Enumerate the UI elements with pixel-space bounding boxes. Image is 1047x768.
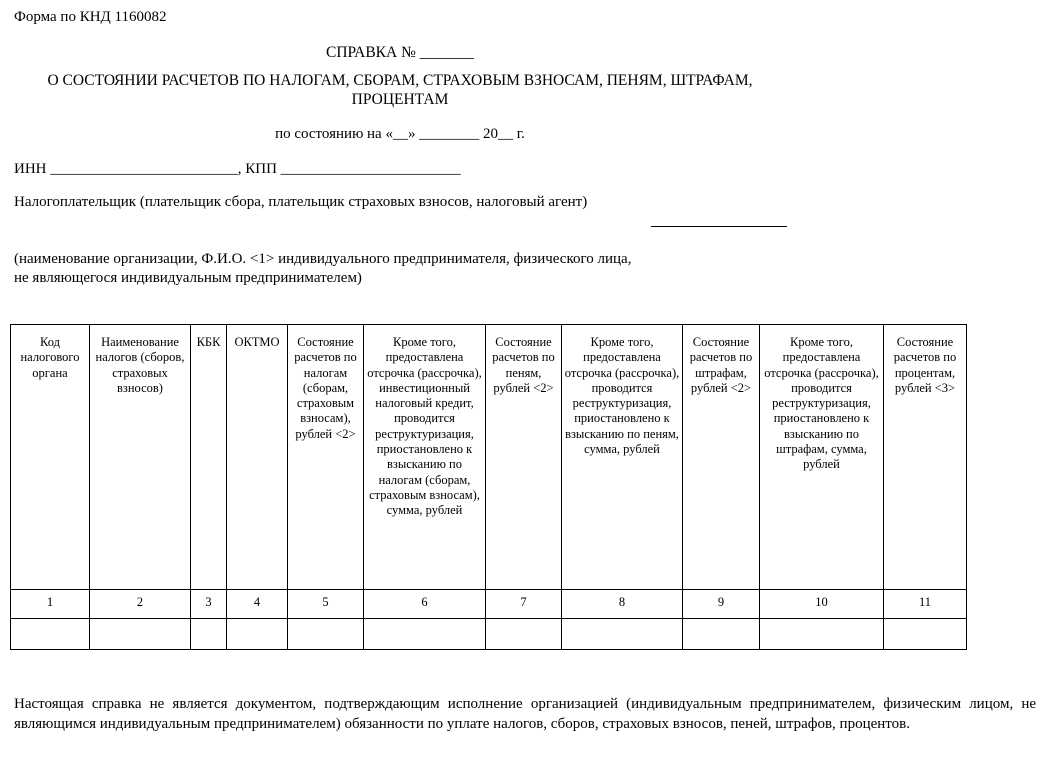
settlement-table xyxy=(10,324,967,650)
taxpayer-name-hint: (наименование организации, Ф.И.О. <1> индивидуального предпринимателя, физического лица, не являющегося индивидуальным предпринимателем) xyxy=(14,251,632,286)
as-of-date-line: по состоянию на «__» ________ 20__ г. xyxy=(275,126,525,142)
column-number: 7 xyxy=(486,590,562,619)
table-cell xyxy=(90,619,191,650)
column-number: 11 xyxy=(884,590,967,619)
table-row xyxy=(11,619,967,650)
taxpayer-name-underline xyxy=(651,226,787,227)
column-number: 8 xyxy=(562,590,683,619)
column-number: 9 xyxy=(683,590,760,619)
certificate-title: О СОСТОЯНИИ РАСЧЕТОВ ПО НАЛОГАМ, СБОРАМ, СТРАХОВЫМ ВЗНОСАМ, ПЕНЯМ, ШТРАФАМ, ПРОЦЕНТАМ xyxy=(47,72,753,108)
table-cell xyxy=(683,619,760,650)
table-cell xyxy=(562,619,683,650)
table-cell xyxy=(486,619,562,650)
header-oktmo: ОКТМО xyxy=(227,325,288,590)
header-fine-settlements: Состояние расчетов по штрафам, рублей <2> xyxy=(683,325,760,590)
taxpayer-label: Налогоплательщик (плательщик сбора, плательщик страховых взносов, налоговый агент) xyxy=(14,194,588,210)
header-tax-deferral: Кроме того, предоставлена отсрочка (рассрочка), инвестиционный налоговый кредит, проводится реструктуризация, приостановлено к взысканию по налогам (сборам, страховым взносам), сумма, рублей xyxy=(364,325,486,590)
table-cell xyxy=(364,619,486,650)
inn-kpp-line: ИНН _________________________, КПП ________________________ xyxy=(14,161,461,177)
column-number-row xyxy=(11,590,967,619)
header-interest-settlements: Состояние расчетов по процентам, рублей <3> xyxy=(884,325,967,590)
column-number: 1 xyxy=(11,590,90,619)
column-number: 2 xyxy=(90,590,191,619)
header-tax-name: Наименование налогов (сборов, страховых взносов) xyxy=(90,325,191,590)
table-cell xyxy=(227,619,288,650)
column-number: 3 xyxy=(191,590,227,619)
table-cell xyxy=(191,619,227,650)
header-penalty-settlements: Состояние расчетов по пеням, рублей <2> xyxy=(486,325,562,590)
column-number: 6 xyxy=(364,590,486,619)
header-tax-authority-code: Код налогового органа xyxy=(11,325,90,590)
column-number: 10 xyxy=(760,590,884,619)
column-number: 5 xyxy=(288,590,364,619)
form-code: Форма по КНД 1160082 xyxy=(14,9,167,25)
column-number: 4 xyxy=(227,590,288,619)
header-tax-settlements: Состояние расчетов по налогам (сборам, страховым взносам), рублей <2> xyxy=(288,325,364,590)
certificate-number-title: СПРАВКА № _______ xyxy=(325,44,475,61)
table-header-row xyxy=(11,325,967,590)
header-penalty-deferral: Кроме того, предоставлена отсрочка (рассрочка), проводится реструктуризация, приостановлено к взысканию по пеням, сумма, рублей xyxy=(562,325,683,590)
header-kbk: КБК xyxy=(191,325,227,590)
footer-note: Настоящая справка не является документом, подтверждающим исполнение организацией (индивидуальным предпринимателем, физическим лицом, не являющимся индивидуальным предпринимателем) обязанности по уплате налогов, сборов, страховых взносов, пеней, штрафов, процентов. xyxy=(14,696,1036,732)
table-cell xyxy=(760,619,884,650)
table-cell xyxy=(11,619,90,650)
header-fine-deferral: Кроме того, предоставлена отсрочка (рассрочка), проводится реструктуризация, приостановлено к взысканию по штрафам, сумма, рублей xyxy=(760,325,884,590)
table-cell xyxy=(884,619,967,650)
table-cell xyxy=(288,619,364,650)
